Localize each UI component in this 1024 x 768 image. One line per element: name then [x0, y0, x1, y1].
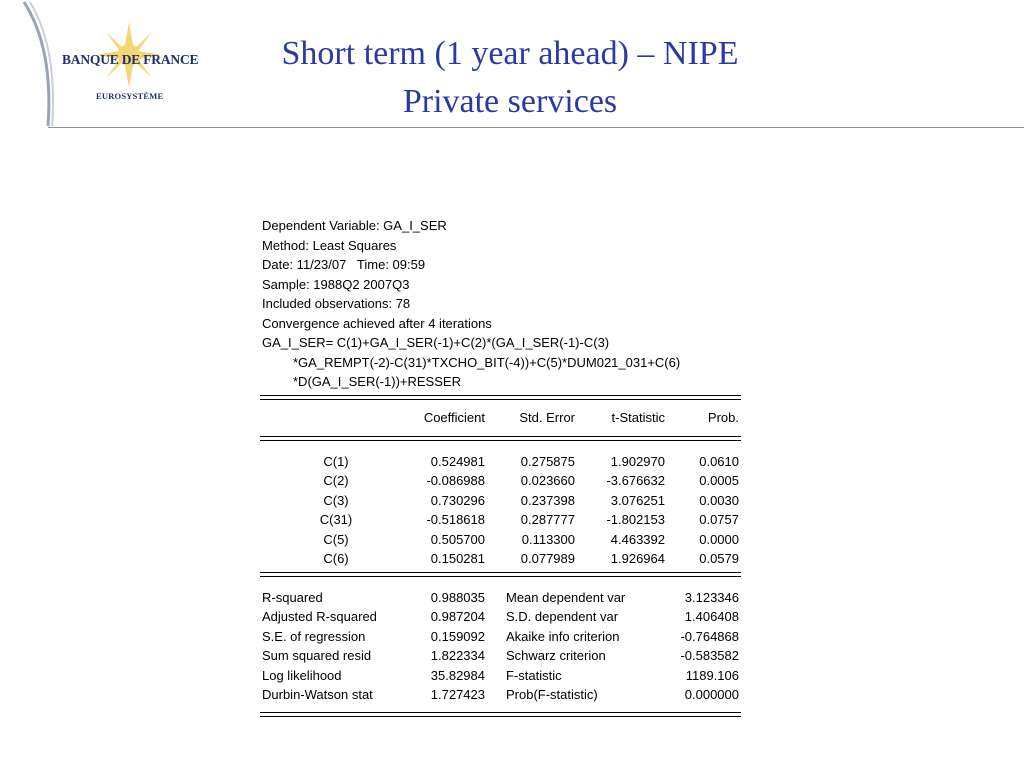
table-row — [260, 510, 741, 530]
regression-output — [260, 216, 741, 720]
meta-equation: GA_I_SER= C(1)+GA_I_SER(-1)+C(2)*(GA_I_SER(-1)-C(3) — [262, 335, 610, 350]
coef-t-statistic: -1.802153 — [606, 512, 665, 527]
statistics-table — [260, 588, 741, 705]
coef-name: C(1) — [323, 453, 349, 469]
stat-value: 1.822334 — [430, 648, 485, 663]
banque-de-france-logo — [8, 0, 208, 128]
coef-prob: 0.0005 — [699, 473, 739, 488]
coef-value: -0.518618 — [426, 512, 485, 527]
meta-equation-cont: *D(GA_I_SER(-1))+RESSER — [293, 374, 461, 389]
coef-std-error: 0.275875 — [520, 453, 575, 469]
stat-label: Log likelihood — [262, 667, 342, 683]
coef-prob: 0.0579 — [699, 551, 739, 566]
stat-value: 0.159092 — [430, 628, 485, 644]
coef-t-statistic: 1.902970 — [610, 453, 665, 469]
coef-name: C(5) — [323, 531, 349, 547]
coef-name: C(31) — [319, 512, 353, 527]
coef-prob: 0.0000 — [699, 531, 739, 547]
stat-label: Durbin-Watson stat — [262, 687, 373, 702]
table-rule — [260, 572, 741, 577]
stat-value: -0.764868 — [680, 628, 739, 644]
stat-label: Schwarz criterion — [506, 648, 606, 663]
coef-t-statistic: 1.926964 — [610, 551, 665, 566]
coef-name: C(2) — [323, 473, 349, 488]
coefficients-table — [260, 452, 741, 569]
table-row — [260, 685, 741, 705]
table-row — [260, 666, 741, 686]
stat-value: -0.583582 — [680, 648, 739, 663]
stat-label: Prob(F-statistic) — [506, 687, 598, 702]
coef-name: C(3) — [323, 492, 349, 508]
header-coefficient: Coefficient — [423, 409, 485, 425]
table-rule — [260, 395, 741, 400]
coef-value: 0.524981 — [430, 453, 485, 469]
stat-label: Mean dependent var — [506, 589, 626, 605]
table-rule — [260, 436, 741, 441]
meta-date-time: Date: 11/23/07 Time: 09:59 — [262, 257, 426, 272]
coef-value: 0.730296 — [430, 492, 485, 508]
stat-value: 0.988035 — [430, 589, 485, 605]
meta-method: Method: Least Squares — [262, 237, 397, 253]
stat-value: 3.123346 — [684, 589, 739, 605]
coef-header-row — [260, 403, 741, 433]
coef-value: 0.150281 — [430, 551, 485, 566]
logo-swoosh-icon — [8, 0, 68, 128]
coef-value: -0.086988 — [426, 473, 485, 488]
stat-value: 0.000000 — [684, 687, 739, 702]
output-meta — [260, 216, 741, 392]
logo-subtitle: EUROSYSTÈME — [96, 91, 164, 101]
coef-std-error: 0.237398 — [520, 492, 575, 508]
stat-value: 1189.106 — [685, 667, 739, 683]
logo-name: BANQUE DE FRANCE — [62, 52, 199, 67]
coef-name: C(6) — [323, 551, 349, 566]
slide-title — [210, 30, 810, 126]
meta-observations: Included observations: 78 — [262, 296, 411, 311]
stat-label: S.D. dependent var — [506, 609, 619, 624]
header-t-statistic: t-Statistic — [611, 409, 665, 425]
stat-value: 1.727423 — [430, 687, 485, 702]
meta-dependent-variable: Dependent Variable: GA_I_SER — [262, 218, 447, 233]
coef-prob: 0.0030 — [699, 492, 739, 508]
stat-value: 35.82984 — [430, 667, 485, 683]
table-row — [260, 607, 741, 627]
header-std-error: Std. Error — [519, 409, 575, 425]
coef-std-error: 0.113300 — [521, 531, 575, 547]
table-row — [260, 646, 741, 666]
coef-std-error: 0.077989 — [520, 551, 575, 566]
coef-prob: 0.0610 — [699, 453, 739, 469]
header-divider — [48, 127, 1024, 128]
meta-convergence: Convergence achieved after 4 iterations — [262, 315, 492, 331]
header-prob: Prob. — [707, 409, 739, 425]
table-row — [260, 588, 741, 608]
stat-label: Adjusted R-squared — [262, 609, 377, 624]
stat-label: F-statistic — [506, 667, 562, 683]
coef-t-statistic: 3.076251 — [610, 492, 665, 508]
coef-std-error: 0.287777 — [520, 512, 575, 527]
meta-equation-cont: *GA_REMPT(-2)-C(31)*TXCHO_BIT(-4))+C(5)*DUM021_031+C(6) — [293, 354, 681, 370]
table-row — [260, 530, 741, 550]
stat-label: S.E. of regression — [262, 628, 366, 644]
table-row — [260, 549, 741, 569]
table-rule — [260, 712, 741, 717]
coef-std-error: 0.023660 — [520, 473, 575, 488]
stat-value: 0.987204 — [430, 609, 485, 624]
meta-sample: Sample: 1988Q2 2007Q3 — [262, 276, 410, 292]
table-row — [260, 471, 741, 491]
table-row — [260, 491, 741, 511]
title-line-2: Private services — [402, 83, 618, 120]
coef-value: 0.505700 — [430, 531, 485, 547]
stat-label: R-squared — [262, 589, 323, 605]
coef-t-statistic: -3.676632 — [606, 473, 665, 488]
stat-label: Akaike info criterion — [506, 628, 620, 644]
table-row — [260, 452, 741, 472]
stat-label: Sum squared resid — [262, 648, 372, 663]
coef-t-statistic: 4.463392 — [610, 531, 665, 547]
title-line-1: Short term (1 year ahead) – NIPE — [281, 35, 739, 72]
stat-value: 1.406408 — [684, 609, 739, 624]
table-row — [260, 627, 741, 647]
coef-prob: 0.0757 — [699, 512, 739, 527]
